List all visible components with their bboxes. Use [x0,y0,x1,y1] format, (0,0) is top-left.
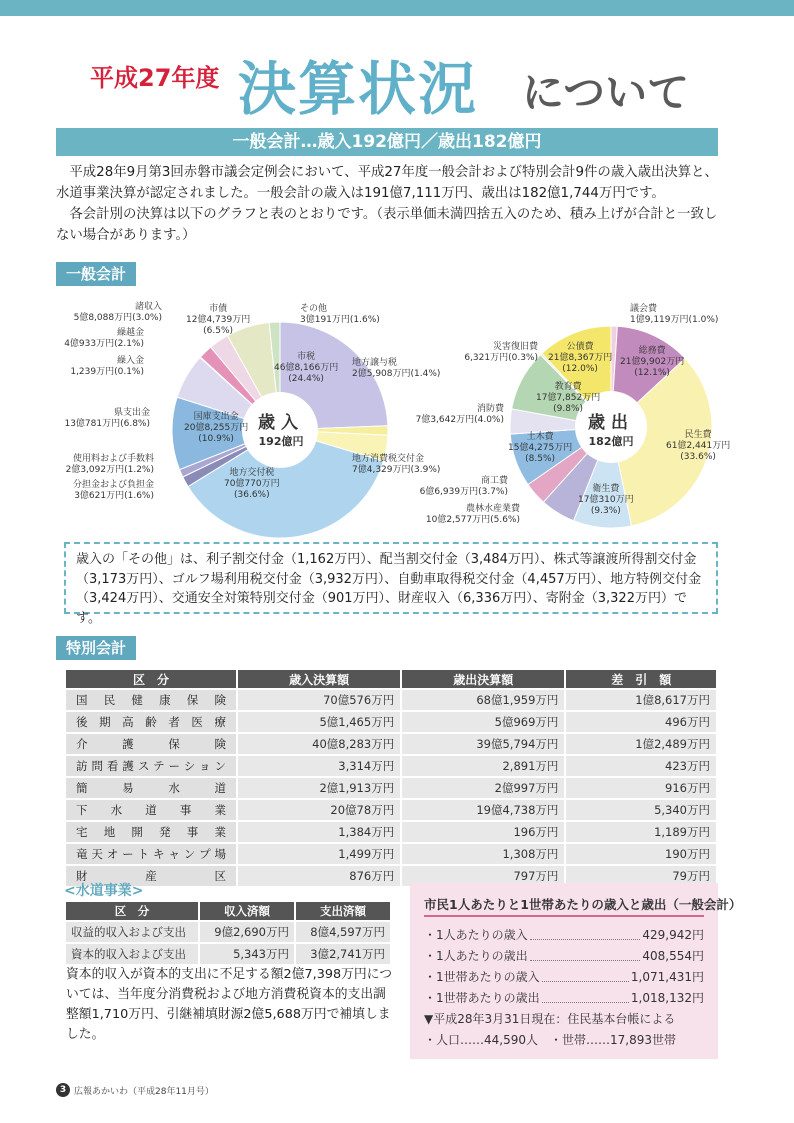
table-cell: 1,499万円 [238,844,400,864]
table-cell: 2億1,913万円 [238,778,400,798]
per-capita-basis: ▼平成28年3月31日現在：住民基本台帳による [424,1012,676,1026]
row-label: 簡易水道 [66,778,236,798]
rev-label-kokko: 国庫支出金 20億8,255万円 (10.9%) [184,412,249,444]
table-cell: 1,308万円 [402,844,564,864]
table-row [66,944,390,964]
exp-label-gikai: 議会費 1億9,119万円(1.0%) [630,304,719,325]
col-header: 歳出決算額 [402,670,564,688]
table-cell: 3,314万円 [238,756,400,776]
rev-label-shisai: 市債 12億4,739万円 (6.5%) [186,304,251,336]
intro-text [56,162,720,246]
rev-label-kofuzei: 地方交付税 70億770万円 (36.6%) [224,468,280,500]
special-accounts-table [64,668,718,888]
revenue-center-total: 192億円 [258,435,304,448]
water-note: 資本的収入が資本的支出に不足する額2億7,398万円については、当年度分消費税および地方消費税資本的支出調整額1,710万円、引継補填財源2億5,688万円で補填しました。 [66,967,393,1042]
table-cell: 39億5,794万円 [402,734,564,754]
intro-paragraph: 平成28年9月第3回赤磐市議会定例会において、平成27年度一般会計および特別会計9件の歳入歳出決算と、水道事業決算が認定されました。一般会計の歳入は191億7,111万円、歳出は182億1,744万円です。 [56,165,718,201]
rev-label-buntankin: 分担金および負担金 3億621万円(1.6%) [72,480,154,501]
footer-text: 広報あかいわ（平成28年11月号） [74,1086,214,1097]
rev-label-ken: 県支出金 13億781万円(6.8%) [64,408,150,429]
table-cell: 19億4,738万円 [402,800,564,820]
exp-label-shobo: 消防費 7億3,642万円(4.0%) [415,404,504,425]
row-label: 訪問看護ステーション [66,756,236,776]
table-cell: 5,343万円 [200,944,294,964]
table-row [66,778,716,798]
table-cell: 5億1,465万円 [238,712,400,732]
row-label: 介護保険 [66,734,236,754]
per-capita-row: ・ 1世帯あたりの歳入 1,071,431円 [424,967,704,988]
col-header: 差 引 額 [566,670,716,688]
table-cell: 876万円 [238,866,400,886]
row-label: 下水道事業 [66,800,236,820]
rev-label-kurirekin: 繰入金 1,239万円(0.1%) [70,356,144,377]
table-header-row [66,670,716,688]
exp-label-doboku: 土木費 15億4,275万円 (8.5%) [508,432,573,464]
table-cell: 196万円 [402,822,564,842]
col-header: 収入済額 [200,902,294,920]
rev-label-kurikoshi: 繰越金 4億933万円(2.1%) [64,328,144,349]
revenue-center-label [248,408,314,449]
exp-label-minsei: 民生費 61億2,441万円 (33.6%) [666,430,731,462]
table-cell: 70億576万円 [238,690,400,710]
table-cell: 1,189万円 [566,822,716,842]
table-cell: 797万円 [402,866,564,886]
table-cell: 9億2,690万円 [200,922,294,942]
table-cell: 1億8,617万円 [566,690,716,710]
rev-label-shohizei: 地方消費税交付金 7億4,329万円(3.9%) [352,454,441,475]
table-cell: 423万円 [566,756,716,776]
per-capita-row: ・ 1人あたりの歳入 429,942円 [424,925,704,946]
table-cell: 190万円 [566,844,716,864]
table-cell: 79万円 [566,866,716,886]
table-cell: 68億1,959万円 [402,690,564,710]
summary-banner: 一般会計…歳入192億円／歳出182億円 [56,128,718,156]
exp-label-eisei: 衛生費 17億310万円 (9.3%) [578,484,634,516]
table-cell: 5,340万円 [566,800,716,820]
table-row [66,800,716,820]
rev-label-shoshu: 諸収入 5億8,088万円(3.0%) [73,302,162,323]
table-row [66,734,716,754]
row-label: 宅地開発事業 [66,822,236,842]
per-capita-row: ・ 1世帯あたりの歳出 1,018,132円 [424,988,704,1009]
page-number: 3 [56,1083,70,1097]
col-header: 歳入決算額 [238,670,400,688]
table-cell: 収益的収入および支出 [66,922,198,942]
per-capita-row: ・ 1人あたりの歳出 408,554円 [424,946,704,967]
revenue-center-title: 歳入 [258,413,304,433]
table-cell: 8億4,597万円 [296,922,390,942]
expenditure-center-title: 歳出 [588,413,634,433]
table-cell: 3億2,741万円 [296,944,390,964]
title-main: 決算状況 [238,55,479,123]
exp-label-somu: 総務費 21億9,902万円 (12.1%) [620,346,685,378]
population-line: ・人口……44,590人 ・世帯……17,893世帯 [424,1033,676,1047]
exp-label-shoko: 商工費 6億6,939万円(3.7%) [419,476,508,497]
per-capita-title: 市民1人あたりと1世帯あたりの歳入と歳出（一般会計） [424,895,704,917]
general-account-tag: 一般会計 [56,262,136,286]
table-cell: 1,384万円 [238,822,400,842]
expenditure-center-total: 182億円 [588,435,634,448]
table-row [66,822,716,842]
table-cell: 2億997万円 [402,778,564,798]
table-cell: 2,891万円 [402,756,564,776]
other-revenue-note: 歳入の「その他」は、利子割交付金（1,162万円）、配当割交付金（3,484万円）、株式等譲渡所得割交付金（3,173万円）、ゴルフ場利用税交付金（3,932万円）、自動車取得税交付金（4,457万円）、地方特例交付金（3,424万円）、交通安全対策特別交付金（901万円）、財産収入（6,336万円）、寄附金（3,322万円）です。 [64,542,718,614]
table-row [66,922,390,942]
top-band [0,0,794,16]
row-label: 後期高齢者医療 [66,712,236,732]
table-cell: 40億8,283万円 [238,734,400,754]
rev-label-joyozei: 地方譲与税 2億5,908万円(1.4%) [352,358,441,379]
exp-label-saigai: 災害復旧費 6,321万円(0.3%) [464,342,538,363]
fiscal-year: 平成27年度 [90,64,220,92]
table-cell: 20億78万円 [238,800,400,820]
table-cell: 496万円 [566,712,716,732]
water-heading: <水道事業> [64,883,144,899]
col-header: 支出済額 [296,902,390,920]
intro-paragraph: 各会計別の決算は以下のグラフと表のとおりです。（表示単価未満四捨五入のため、積み上げが合計と一致しない場合があります。） [56,207,718,243]
row-label: 竜天オートキャンプ場 [66,844,236,864]
page-footer [56,1083,214,1097]
table-header-row [66,902,390,920]
table-cell: 資本的収入および支出 [66,944,198,964]
rev-label-sonota: その他 3億191万円(1.6%) [300,304,380,325]
table-row [66,844,716,864]
table-row [66,712,716,732]
table-cell: 1億2,489万円 [566,734,716,754]
exp-label-kyoiku: 教育費 17億7,852万円 (9.8%) [536,382,601,414]
row-label: 財産区 [66,866,236,886]
exp-label-norin: 農林水産業費 10億2,577万円(5.6%) [425,504,520,525]
special-account-tag: 特別会計 [56,636,136,660]
rev-label-shizei: 市税 46億8,166万円 (24.4%) [274,352,339,384]
exp-label-kosai: 公債費 21億8,367万円 (12.0%) [548,342,613,374]
table-cell: 916万円 [566,778,716,798]
table-cell: 5億969万円 [402,712,564,732]
per-capita-box [410,883,742,1059]
rev-label-shiyoryo: 使用料および手数料 2億3,092万円(1.2%) [65,454,154,475]
col-header: 区 分 [66,670,236,688]
row-label: 国民健康保険 [66,690,236,710]
title-suffix: について [522,68,690,117]
col-header: 区 分 [66,902,198,920]
water-table [64,900,392,966]
table-row [66,690,716,710]
table-row [66,756,716,776]
